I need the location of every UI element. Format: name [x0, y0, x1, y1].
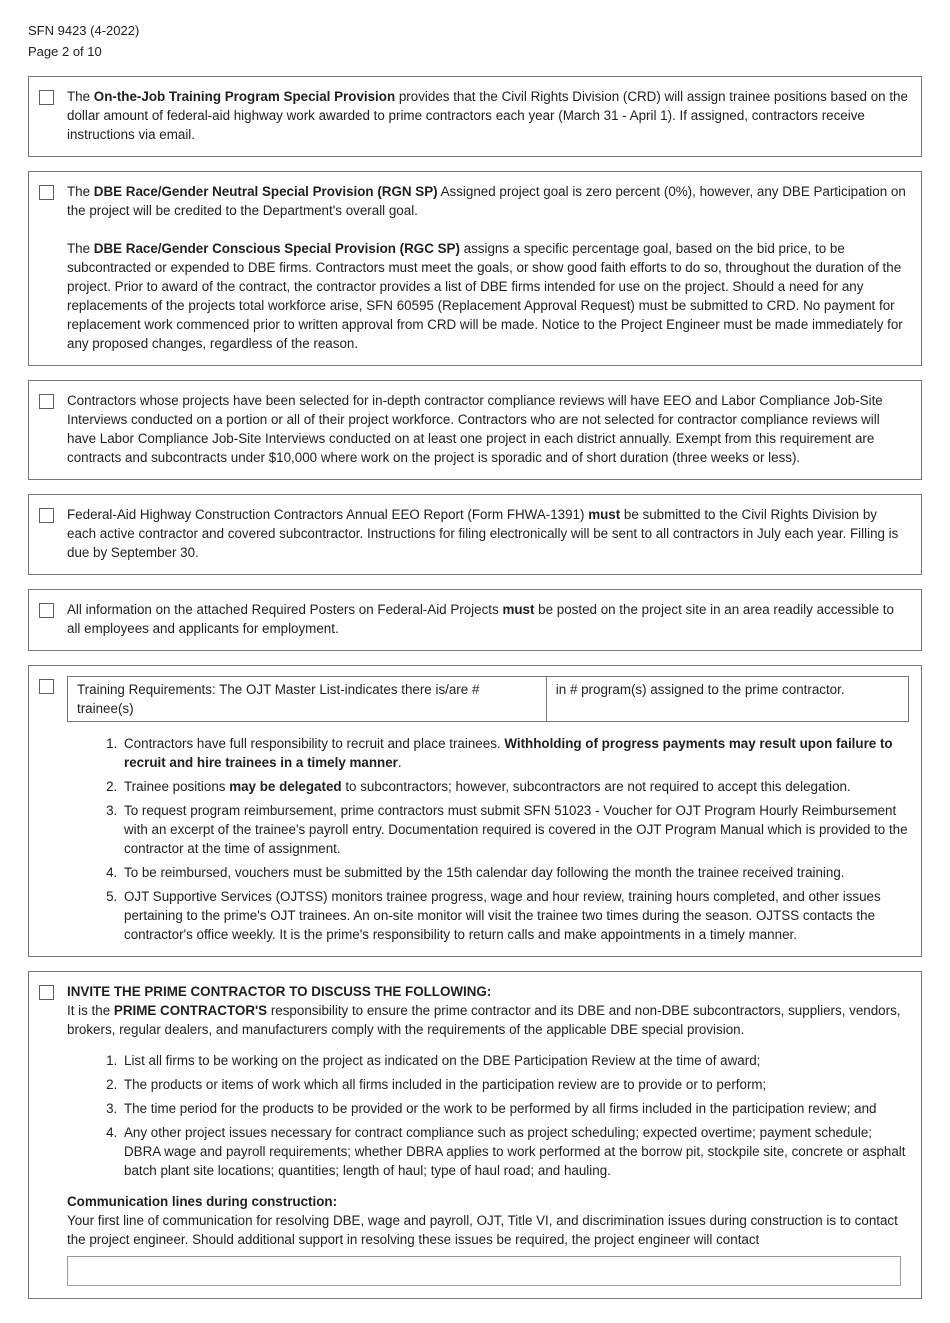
dbe-provisions-checkbox[interactable] — [39, 185, 54, 200]
ojt-training-content — [67, 87, 909, 144]
training-requirements-checkbox[interactable] — [39, 679, 54, 694]
dbe-rgc-text: The DBE Race/Gender Conscious Special Provision (RGC SP) assigns a specific percentage goal, based on the bid price, to be subcontracted or expended to DBE firms. Contractors must meet the goals, or show good faith efforts to do so, throughout the duration of the project. Prior to award of the contract, the contractor provides a list of DBE firms intended for use on the project. Should a need for any replacements of the projects total workforce arise, SFN 60595 (Replacement Approval Request) must be submitted to CRD. No payment for replacement work commenced prior to written approval from CRD will be made. Notice to the Project Engineer must be made immediately for any proposed changes, regardless of the reason. — [67, 241, 903, 351]
communication-lines-heading: Communication lines during construction: — [67, 1194, 338, 1209]
section-ojt-training — [28, 76, 922, 157]
compliance-reviews-content — [67, 391, 909, 467]
compliance-reviews-text: Contractors whose projects have been selected for in-depth contractor compliance reviews will have EEO and Labor Compliance Job-Site Interviews conducted on a portion or all of their project workforce. Contractors who are not selected for contractor compliance reviews will have Labor Compliance Job-Site Interviews conducted on at least one project in each district annually. Exempt from this requirement are contracts and subcontracts under $10,000 where work on the project is sporadic and of short duration (three weeks or less). — [67, 393, 883, 465]
section-training-requirements — [28, 665, 922, 957]
invite-prime-checkbox[interactable] — [39, 985, 54, 1000]
section-compliance-reviews — [28, 380, 922, 480]
invite-prime-list — [67, 1051, 909, 1180]
form-number: SFN 9423 (4-2022) — [28, 23, 140, 38]
training-requirement-item: 4. To be reimbursed, vouchers must be submitted by the 15th calendar day following the month the trainee received training. — [121, 863, 909, 882]
compliance-reviews-checkbox[interactable] — [39, 394, 54, 409]
section-eeo-report — [28, 494, 922, 575]
ojt-training-checkbox[interactable] — [39, 90, 54, 105]
training-requirement-item: 5. OJT Supportive Services (OJTSS) monitors trainee progress, wage and hour review, training hours completed, and other issues pertaining to the prime's OJT trainees. An on-site monitor will visit the trainee two times during the season. OJTSS contacts the contractor's office weekly. It is the prime's responsibility to return calls and make appointments in a timely manner. — [121, 887, 909, 944]
communication-lines-text: Your first line of communication for resolving DBE, wage and payroll, OJT, Title VI, and discrimination issues during construction is to contact the project engineer. Should additional support in resolving these issues be required, the project engineer will contact — [67, 1213, 898, 1247]
dbe-provisions-content — [67, 182, 909, 353]
training-requirement-item: 1. Contractors have full responsibility to recruit and place trainees. Withholding of progress payments may result upon failure to recruit and hire trainees in a timely manner. — [121, 734, 909, 772]
trainees-count-cell: Training Requirements: The OJT Master List-indicates there is/are # trainee(s) — [68, 677, 547, 721]
ojt-training-text: The On-the-Job Training Program Special Provision provides that the Civil Rights Division (CRD) will assign trainee positions based on the dollar amount of federal-aid highway work awarded to prime contractors each year (March 31 - April 1). If assigned, contractors receive instructions via email. — [67, 89, 908, 142]
training-requirements-table — [67, 676, 909, 722]
training-requirements-list — [67, 734, 909, 944]
dbe-rgn-text: The DBE Race/Gender Neutral Special Provision (RGN SP) Assigned project goal is zero percent (0%), however, any DBE Participation on the project will be credited to the Department's overall goal. — [67, 184, 906, 218]
page-indicator: Page 2 of 10 — [28, 44, 102, 59]
invite-prime-intro: It is the PRIME CONTRACTOR'S responsibility to ensure the prime contractor and its DBE and non-DBE subcontractors, suppliers, vendors, brokers, regular dealers, and manufacturers comply with the requirements of the applicable DBE special provision. — [67, 1003, 901, 1037]
section-required-posters — [28, 589, 922, 651]
required-posters-checkbox[interactable] — [39, 603, 54, 618]
form-header — [28, 20, 922, 62]
required-posters-content — [67, 600, 909, 638]
programs-count-cell: in # program(s) assigned to the prime contractor. — [555, 682, 845, 697]
training-requirements-content — [67, 676, 909, 944]
required-posters-text: All information on the attached Required Posters on Federal-Aid Projects must be posted on the project site in an area readily accessible to all employees and applicants for employment. — [67, 602, 894, 636]
eeo-report-checkbox[interactable] — [39, 508, 54, 523]
invite-prime-content — [67, 982, 909, 1286]
invite-prime-item: 4. Any other project issues necessary for contract compliance such as project scheduling; expected overtime; payment schedule; DBRA wage and payroll requirements; whether DBRA applies to work performed at the borrow pit, stockpile site, concrete or asphalt batch plant site locations; quantities; length of haul; type of haul road; and hauling. — [121, 1123, 909, 1180]
section-dbe-provisions — [28, 171, 922, 366]
eeo-report-content — [67, 505, 909, 562]
invite-prime-item: 3. The time period for the products to be provided or the work to be performed by all firms included in the participation review; and — [121, 1099, 909, 1118]
training-requirement-item: 3. To request program reimbursement, prime contractors must submit SFN 51023 - Voucher for OJT Program Hourly Reimbursement with an excerpt of the trainee's payroll entry. Documentation required is covered in the OJT Program Manual which is provided to the contractor at the time of assignment. — [121, 801, 909, 858]
eeo-report-text: Federal-Aid Highway Construction Contractors Annual EEO Report (Form FHWA-1391) must be submitted to the Civil Rights Division by each active contractor and covered subcontractor. Instructions for filing electronically will be sent to all contractors in July each year. Filling is due by September 30. — [67, 507, 899, 560]
invite-prime-item: 1. List all firms to be working on the project as indicated on the DBE Participation Review at the time of award; — [121, 1051, 909, 1070]
invite-prime-item: 2. The products or items of work which all firms included in the participation review are to provide or to perform; — [121, 1075, 909, 1094]
project-engineer-contact-input[interactable] — [67, 1256, 901, 1286]
section-invite-prime — [28, 971, 922, 1299]
invite-prime-heading: INVITE THE PRIME CONTRACTOR TO DISCUSS THE FOLLOWING: — [67, 984, 492, 999]
training-requirement-item: 2. Trainee positions may be delegated to subcontractors; however, subcontractors are not required to accept this delegation. — [121, 777, 909, 796]
